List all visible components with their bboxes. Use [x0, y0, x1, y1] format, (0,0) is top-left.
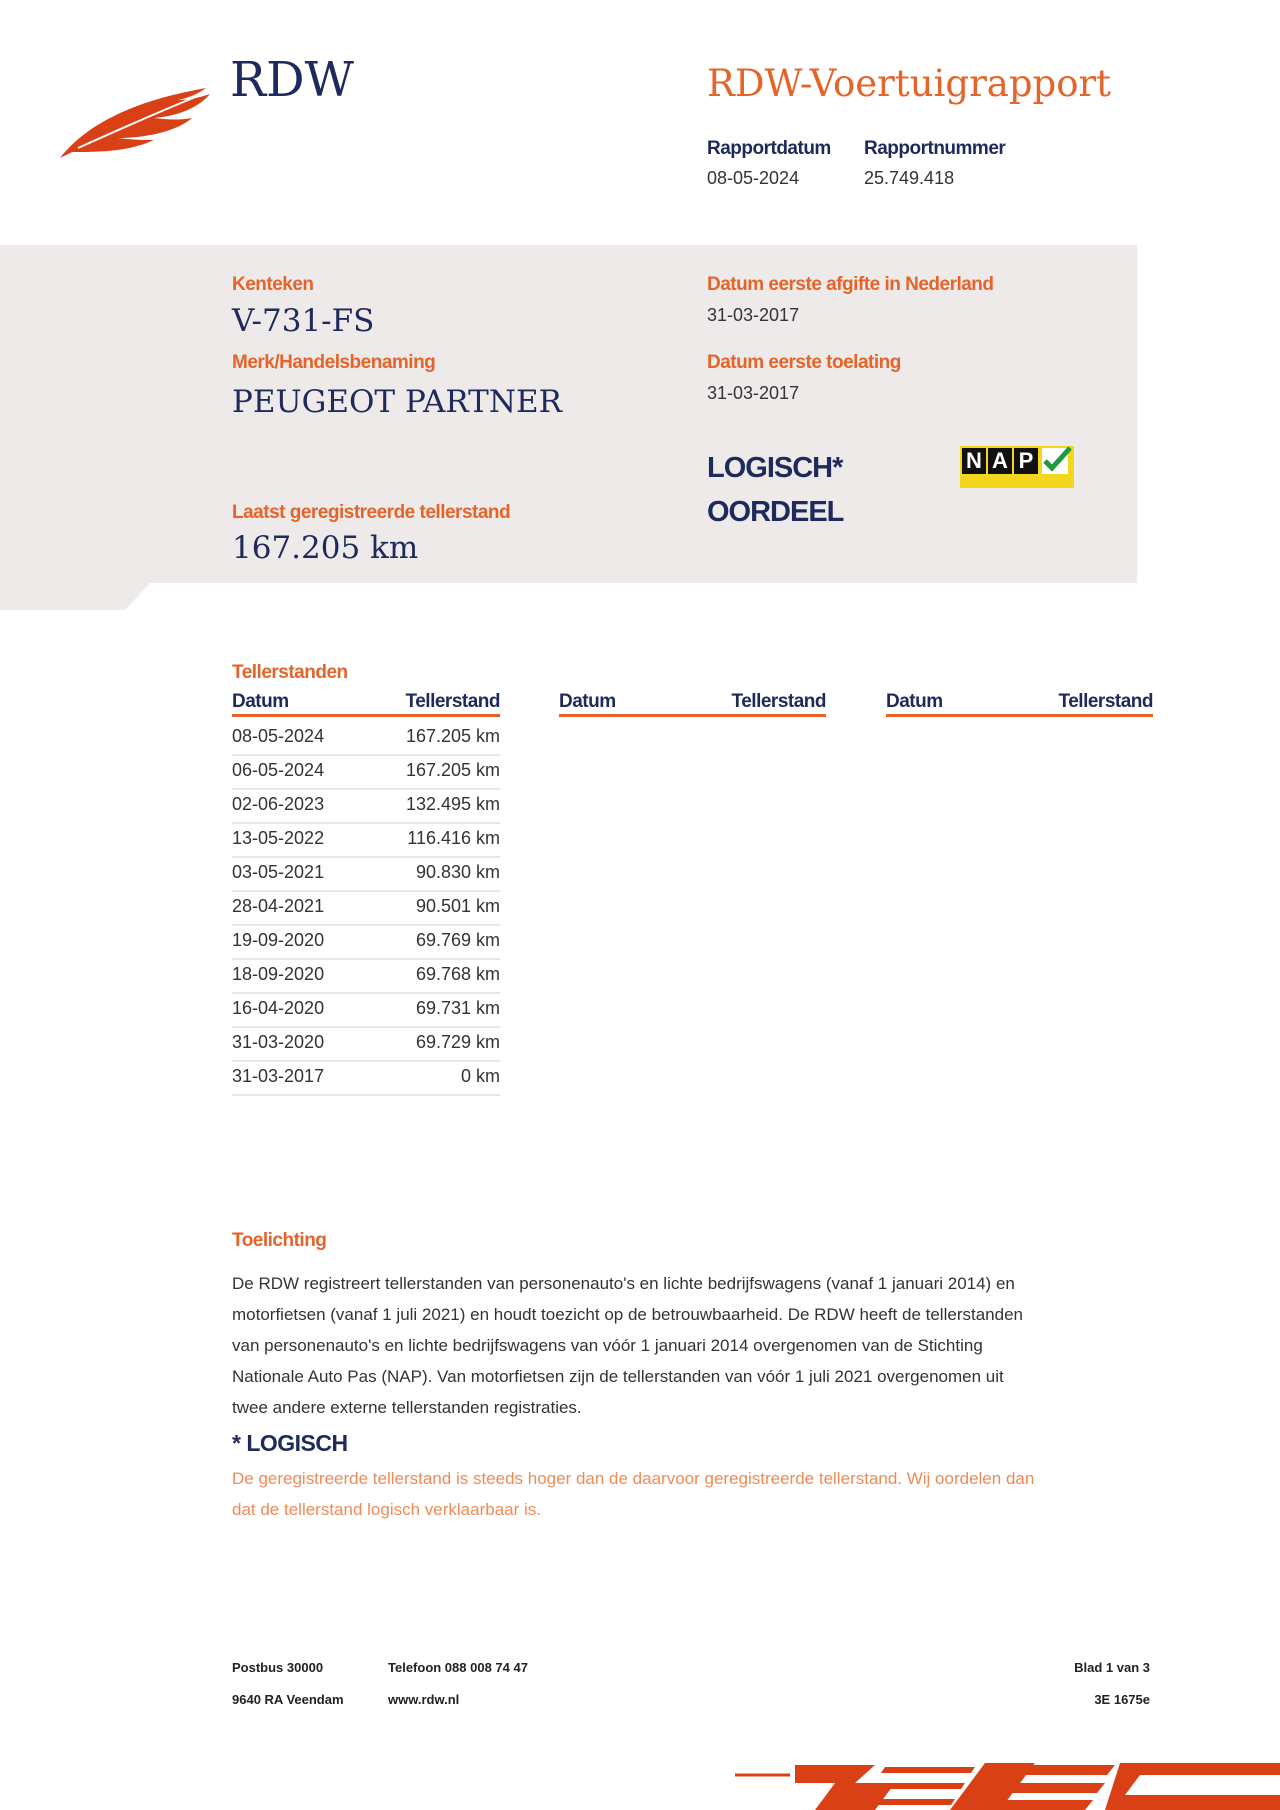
- table-row: [232, 958, 500, 994]
- verdict-line1: LOGISCH*: [707, 452, 843, 484]
- header-underline-2: [559, 714, 826, 717]
- panel-bottom-cut: [120, 583, 1137, 610]
- reading-km: 0 km: [460, 1066, 500, 1086]
- reading-km: 167.205 km: [405, 726, 500, 746]
- make-label: Merk/Handelsbenaming: [232, 352, 436, 373]
- brand-name: RDW: [230, 52, 354, 108]
- reading-km: 69.731 km: [415, 998, 500, 1018]
- footer-city: 9640 RA Veendam: [232, 1692, 344, 1707]
- table-row: [232, 924, 500, 960]
- col-reading-3: Tellerstand: [1058, 691, 1153, 712]
- table-row: [232, 890, 500, 926]
- explanation-line: De RDW registreert tellerstanden van personenauto's en lichte bedrijfswagens (vanaf 1 januari 2014) en: [232, 1274, 1015, 1293]
- reading-km: 90.830 km: [415, 862, 500, 882]
- report-title: RDW-Voertuigrapport: [707, 62, 1112, 105]
- rdw-logo-icon: [58, 82, 218, 162]
- vehicle-summary-panel: [0, 245, 1137, 610]
- report-date-label: Rapportdatum: [707, 138, 831, 159]
- logisch-line: De geregistreerde tellerstand is steeds hoger dan de daarvoor geregistreerde tellerstand. Wij oordelen dan: [232, 1469, 1035, 1488]
- reading-km: 132.495 km: [405, 794, 500, 814]
- table-row: [232, 822, 500, 858]
- check-icon: [1040, 446, 1072, 476]
- readings-title: Tellerstanden: [232, 662, 348, 683]
- panel-notch-shape: [0, 583, 150, 610]
- nap-letter-p: P: [1014, 448, 1038, 474]
- logisch-title: * LOGISCH: [232, 1430, 348, 1456]
- first-issue-nl-label: Datum eerste afgifte in Nederland: [707, 274, 994, 295]
- reading-km: 69.768 km: [415, 964, 500, 984]
- reading-date: 31-03-2017: [232, 1066, 325, 1086]
- explanation-line: Nationale Auto Pas (NAP). Van motorfietsen zijn de tellerstanden van vóór 1 juli 2021 overgenomen uit: [232, 1367, 1004, 1386]
- col-date-2: Datum: [559, 691, 616, 712]
- reading-date: 13-05-2022: [232, 828, 325, 848]
- reading-km: 167.205 km: [405, 760, 500, 780]
- col-date-1: Datum: [232, 691, 289, 712]
- plate-label: Kenteken: [232, 274, 314, 295]
- footer-page: Blad 1 van 3: [1074, 1660, 1150, 1675]
- first-admission-value: 31-03-2017: [707, 383, 800, 403]
- header-underline-1: [232, 714, 500, 717]
- explanation-line: motorfietsen (vanaf 1 juli 2021) en houdt toezicht op de betrouwbaarheid. De RDW heeft de tellerstanden: [232, 1305, 1023, 1324]
- footer-phone: Telefoon 088 008 74 47: [388, 1660, 528, 1675]
- reading-date: 31-03-2020: [232, 1032, 325, 1052]
- table-row: [232, 754, 500, 790]
- logisch-line: dat de tellerstand logisch verklaarbaar is.: [232, 1500, 541, 1519]
- verdict-line2: OORDEEL: [707, 496, 844, 528]
- reading-date: 06-05-2024: [232, 760, 325, 780]
- reading-km: 116.416 km: [407, 828, 500, 848]
- table-row: [232, 788, 500, 824]
- reading-date: 18-09-2020: [232, 964, 325, 984]
- footer-website-link[interactable]: www.rdw.nl: [388, 1692, 460, 1707]
- table-row: [232, 992, 500, 1028]
- reading-date: 08-05-2024: [232, 726, 325, 746]
- explanation-title: Toelichting: [232, 1230, 327, 1251]
- reading-km: 90.501 km: [415, 896, 500, 916]
- col-reading-2: Tellerstand: [731, 691, 826, 712]
- reading-date: 28-04-2021: [232, 896, 325, 916]
- last-reading-value: 167.205 km: [232, 530, 419, 566]
- col-date-3: Datum: [886, 691, 943, 712]
- report-number: 25.749.418: [864, 168, 955, 188]
- decorative-stripes-icon: [735, 1755, 1280, 1810]
- reading-date: 16-04-2020: [232, 998, 325, 1018]
- explanation-text: [232, 1268, 1172, 1423]
- footer-po-box: Postbus 30000: [232, 1660, 324, 1675]
- reading-date: 03-05-2021: [232, 862, 325, 882]
- last-reading-label: Laatst geregistreerde tellerstand: [232, 502, 511, 523]
- table-row: [232, 856, 500, 892]
- header-underline-3: [886, 714, 1153, 717]
- reading-date: 02-06-2023: [232, 794, 325, 814]
- plate-value: V-731-FS: [232, 303, 375, 339]
- table-row: [232, 1026, 500, 1062]
- nap-badge: [960, 446, 1074, 488]
- nap-letter-a: A: [988, 448, 1012, 474]
- reading-date: 19-09-2020: [232, 930, 325, 950]
- footer-code: 3E 1675e: [1094, 1692, 1150, 1707]
- reading-km: 69.769 km: [415, 930, 500, 950]
- explanation-line: twee andere externe tellerstanden registraties.: [232, 1398, 582, 1417]
- explanation-line: van personenauto's en lichte bedrijfswagens van vóór 1 januari 2014 overgenomen van de Stichting: [232, 1336, 983, 1355]
- first-issue-nl-value: 31-03-2017: [707, 305, 800, 325]
- table-row: [232, 1060, 500, 1096]
- first-admission-label: Datum eerste toelating: [707, 352, 901, 373]
- reading-km: 69.729 km: [415, 1032, 500, 1052]
- nap-letter-n: N: [962, 448, 986, 474]
- table-row: [232, 720, 500, 756]
- make-value: PEUGEOT PARTNER: [232, 384, 562, 420]
- col-reading-1: Tellerstand: [405, 691, 500, 712]
- logisch-text: [232, 1463, 1172, 1525]
- report-number-label: Rapportnummer: [864, 138, 1006, 159]
- report-date: 08-05-2024: [707, 168, 800, 188]
